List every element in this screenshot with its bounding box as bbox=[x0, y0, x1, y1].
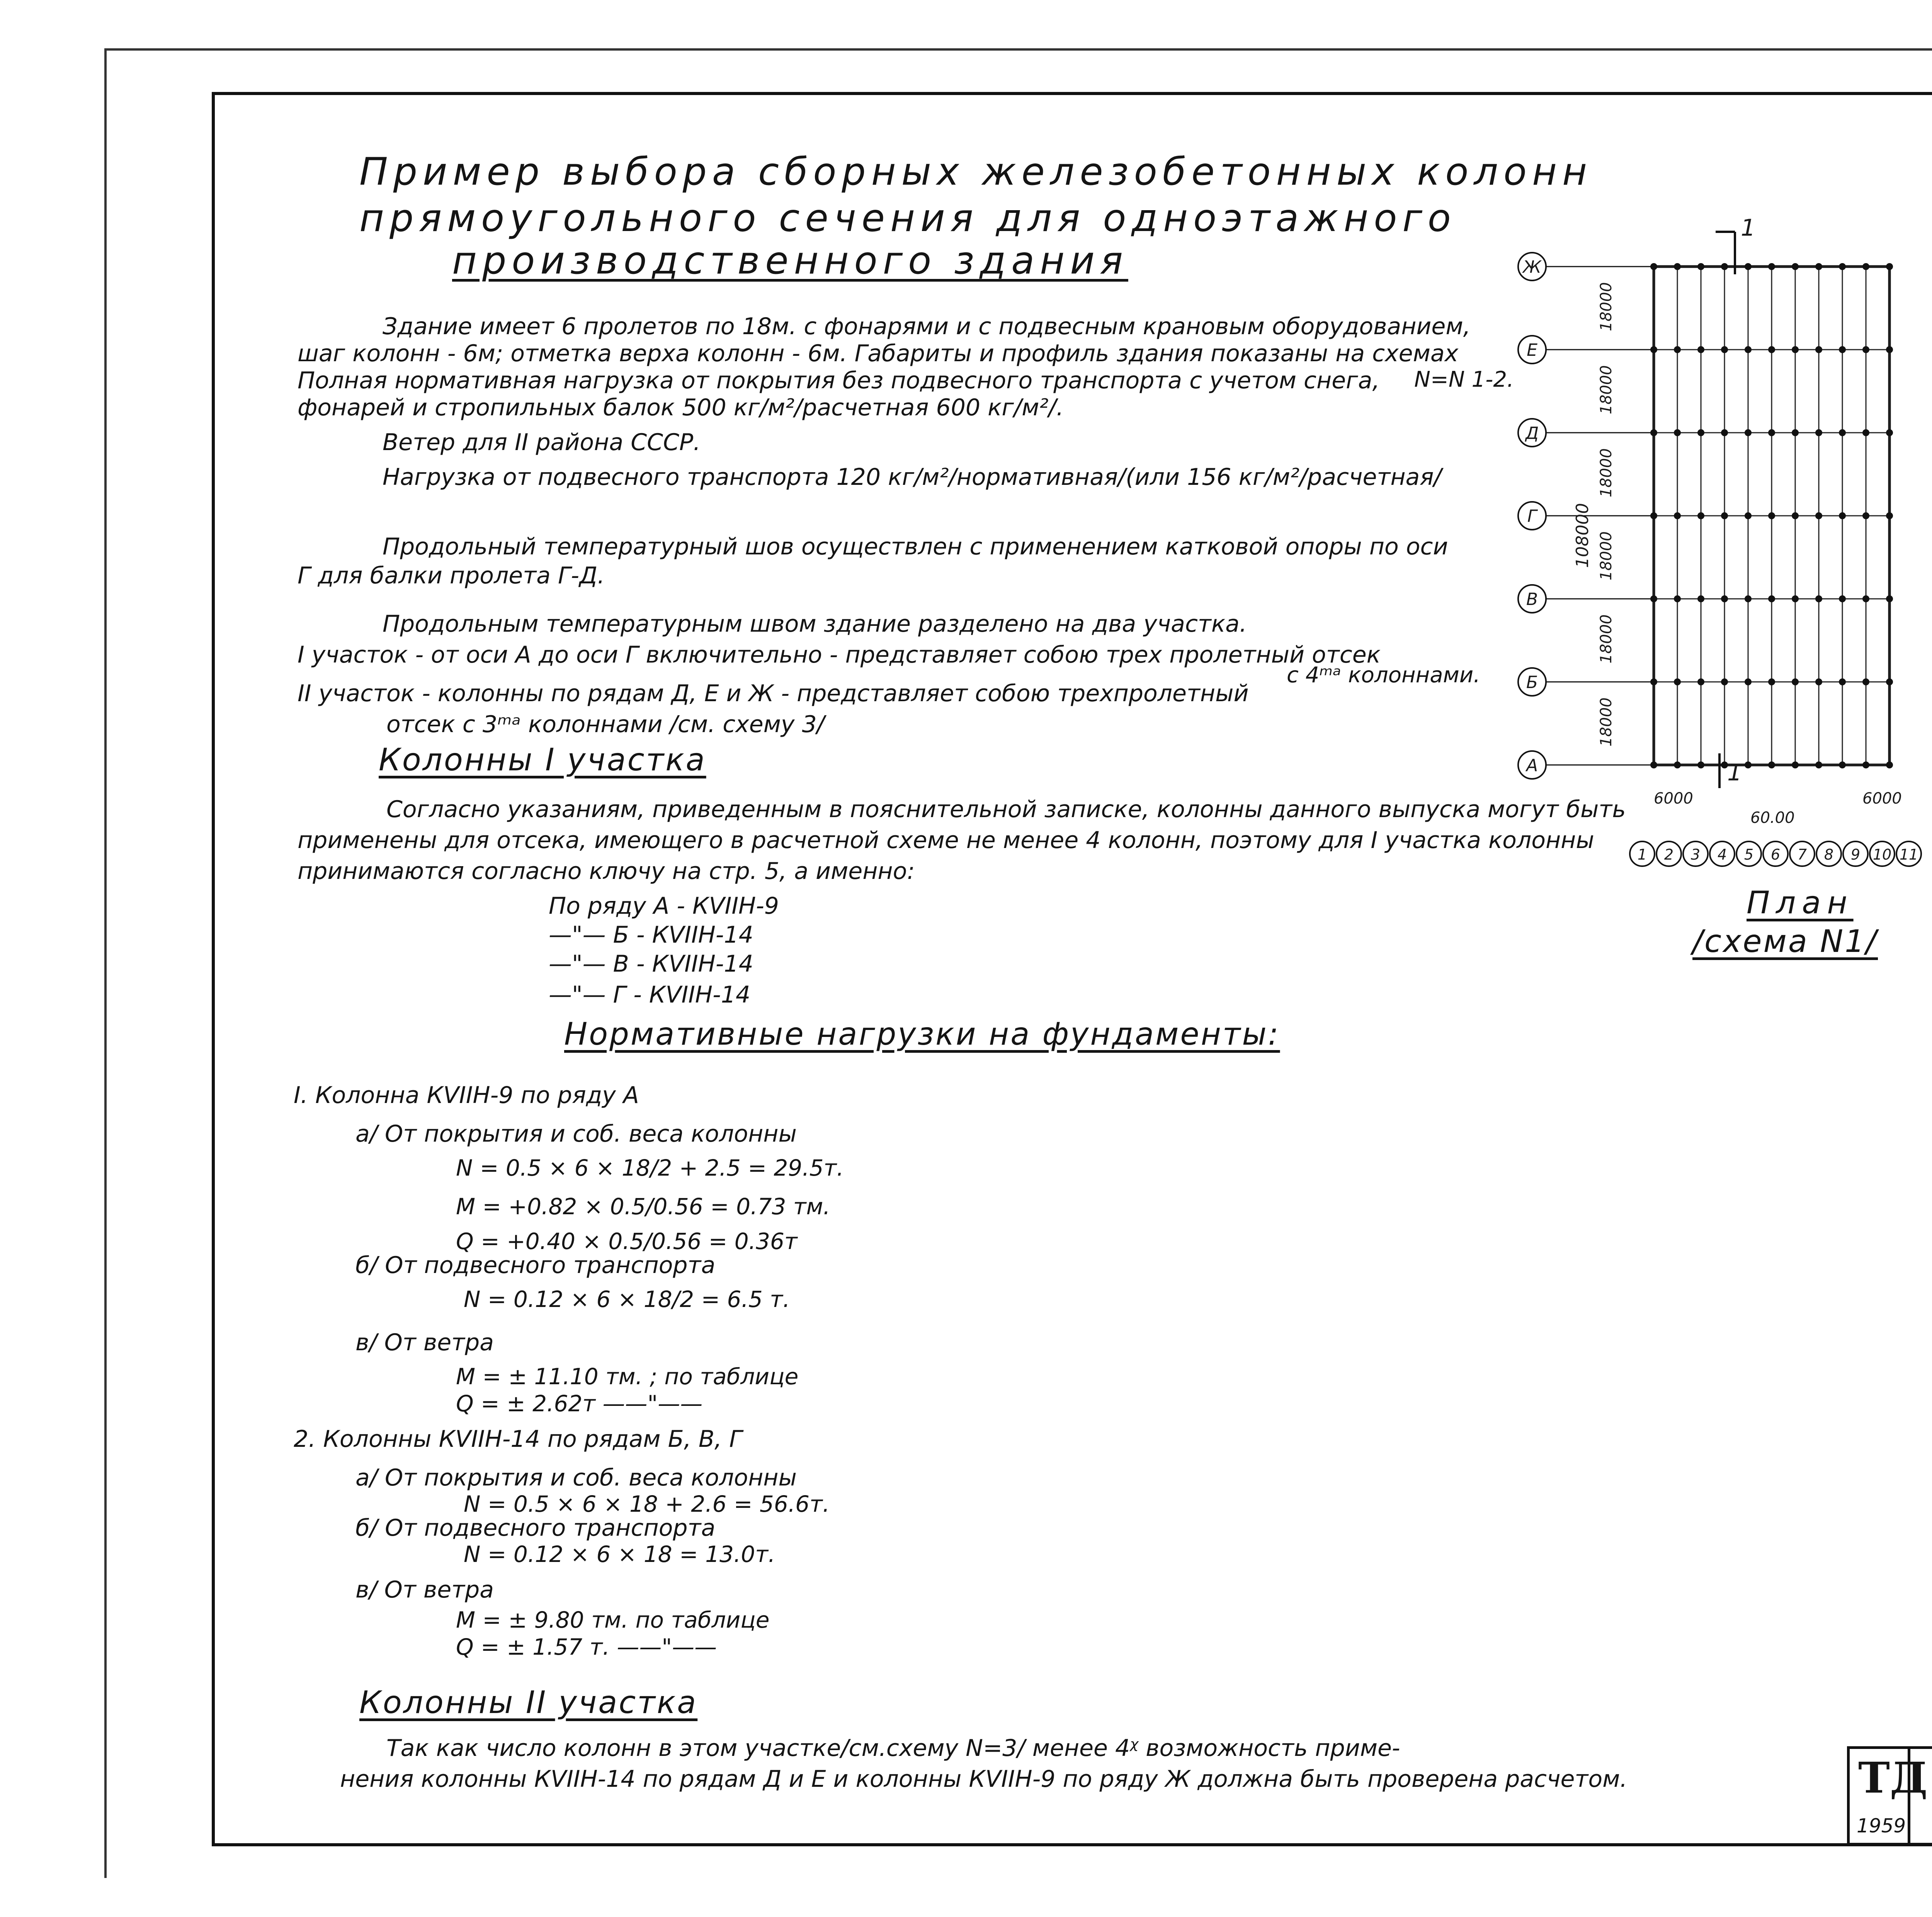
plan-column-dot bbox=[1721, 346, 1728, 353]
plan-row-dim: 18000 bbox=[1597, 614, 1615, 664]
plan-column-dot bbox=[1792, 263, 1799, 270]
plan-dim-right: 6000 bbox=[1862, 790, 1902, 807]
section1-line-2: применены для отсека, имеющего в расчетной схеме не менее 4 колонн, поэтому для I участка колонны bbox=[298, 827, 1594, 854]
plan-column-dot bbox=[1886, 429, 1893, 436]
column1-title: I. Колонна КVIIН-9 по ряду А bbox=[294, 1082, 639, 1109]
section-mark-label: 1 bbox=[1741, 216, 1756, 241]
plan-column-dot bbox=[1839, 263, 1846, 270]
plan-col-axis-label: 3 bbox=[1690, 846, 1701, 863]
plan-column-dot bbox=[1768, 595, 1775, 602]
plan-column-dot bbox=[1674, 761, 1681, 768]
plan-column-dot bbox=[1721, 429, 1728, 436]
plan-column-dot bbox=[1815, 678, 1822, 685]
plan-col-axis-label: 6 bbox=[1770, 846, 1781, 863]
plan-column-dot bbox=[1792, 595, 1799, 602]
plan-column-dot bbox=[1815, 346, 1822, 353]
intro-line-2-ref: N=N 1-2. bbox=[1414, 367, 1514, 392]
plan-column-dot bbox=[1862, 263, 1869, 270]
plan-column-dot bbox=[1792, 346, 1799, 353]
plan-column-dot bbox=[1745, 761, 1752, 768]
plan-column-dot bbox=[1815, 263, 1822, 270]
plan-column-dot bbox=[1862, 429, 1869, 436]
plan-row-dim: 18000 bbox=[1597, 282, 1615, 331]
loads-heading: Нормативные нагрузки на фундаменты: bbox=[564, 1016, 1280, 1052]
key-row-v: —"— В - КVIIН-14 bbox=[549, 950, 753, 977]
key-row-a: По ряду А - КVIIН-9 bbox=[549, 892, 779, 919]
key-row-g: —"— Г - КVIIН-14 bbox=[549, 981, 751, 1008]
plan-column-dot bbox=[1839, 512, 1846, 519]
plan-column-dot bbox=[1886, 678, 1893, 685]
plan-col-axis-label: 10 bbox=[1872, 846, 1892, 863]
plan-column-dot bbox=[1697, 761, 1704, 768]
plan-column-dot bbox=[1674, 512, 1681, 519]
plan-subtitle: /схема N1/ bbox=[1692, 923, 1878, 959]
parts-line-2: I участок - от оси А до оси Г включительно - представляет собою трех пролетный отсек bbox=[298, 641, 1381, 668]
plan-column-dot bbox=[1721, 512, 1728, 519]
intro-line-4: фонарей и стропильных балок 500 кг/м²/расчетная 600 кг/м²/. bbox=[298, 394, 1064, 421]
parts-line-4: отсек с 3ᵐᵃ колоннами /см. схему 3/ bbox=[386, 711, 825, 738]
plan-column-dot bbox=[1674, 678, 1681, 685]
plan-row-axis-label: Г bbox=[1527, 506, 1537, 526]
plan-row-axis-label: Е bbox=[1527, 340, 1537, 360]
plan-column-dot bbox=[1792, 429, 1799, 436]
column1-a-m: M = +0.82 × 0.5/0.56 = 0.73 тм. bbox=[456, 1193, 830, 1220]
plan-total-dim: 108000 bbox=[1573, 503, 1592, 568]
plan-column-dot bbox=[1862, 761, 1869, 768]
parts-line-1: Продольным температурным швом здание разделено на два участка. bbox=[383, 610, 1247, 637]
plan-column-dot bbox=[1862, 595, 1869, 602]
plan-column-dot bbox=[1839, 595, 1846, 602]
section2-line-1: Так как число колонн в этом участке/см.схему N=3/ менее 4ᵡ возможность приме- bbox=[386, 1735, 1400, 1762]
plan-column-dot bbox=[1721, 678, 1728, 685]
plan-col-axis-label: 8 bbox=[1824, 846, 1834, 863]
parts-line-3: II участок - колонны по рядам Д, Е и Ж - представляет собою трехпролетный bbox=[298, 680, 1249, 707]
column2-c: в/ От ветра bbox=[355, 1576, 494, 1603]
plan-column-dot bbox=[1886, 512, 1893, 519]
plan-column-dot bbox=[1674, 346, 1681, 353]
plan-column-dot bbox=[1697, 346, 1704, 353]
intro-line-6: Нагрузка от подвесного транспорта 120 кг/м²/нормативная/(или 156 кг/м²/расчетная/ bbox=[383, 464, 1442, 491]
plan-column-dot bbox=[1839, 678, 1846, 685]
column1-c-q: Q = ± 2.62т ——"—— bbox=[456, 1390, 703, 1417]
section2-heading: Колонны II участка bbox=[359, 1684, 698, 1720]
column2-title: 2. Колонны КVIIН-14 по рядам Б, В, Г bbox=[294, 1426, 742, 1453]
plan-row-dim: 18000 bbox=[1597, 531, 1615, 581]
plan-column-dot bbox=[1697, 595, 1704, 602]
plan-row-dim: 18000 bbox=[1597, 697, 1615, 747]
plan-column-dot bbox=[1745, 346, 1752, 353]
key-row-b: —"— Б - КVIIН-14 bbox=[549, 921, 753, 948]
plan-column-dot bbox=[1745, 429, 1752, 436]
plan-grid bbox=[1650, 263, 1893, 768]
plan-column-dot bbox=[1886, 595, 1893, 602]
column2-a-n: N = 0.5 × 6 × 18 + 2.6 = 56.6т. bbox=[464, 1491, 830, 1517]
plan-column-dot bbox=[1745, 678, 1752, 685]
plan-column-dot bbox=[1768, 761, 1775, 768]
plan-column-dot bbox=[1886, 761, 1893, 768]
plan-column-dot bbox=[1768, 263, 1775, 270]
column1-b: б/ От подвесного транспорта bbox=[355, 1252, 716, 1279]
title-block-year: 1959 bbox=[1857, 1815, 1906, 1837]
plan-column-dot bbox=[1886, 263, 1893, 270]
plan-drawing bbox=[1499, 216, 1932, 950]
plan-column-dot bbox=[1697, 429, 1704, 436]
plan-column-dot bbox=[1792, 761, 1799, 768]
plan-column-dot bbox=[1721, 595, 1728, 602]
column2-b: б/ От подвесного транспорта bbox=[355, 1514, 716, 1541]
plan-column-dot bbox=[1674, 429, 1681, 436]
plan-row-axis-label: Ж bbox=[1523, 257, 1541, 277]
plan-column-dot bbox=[1792, 512, 1799, 519]
joint-line-1: Продольный температурный шов осуществлен с применением катковой опоры по оси bbox=[383, 533, 1448, 560]
plan-col-axis-label: 9 bbox=[1850, 846, 1861, 863]
plan-column-dot bbox=[1792, 678, 1799, 685]
title-line-3: производственного здания bbox=[452, 239, 1128, 283]
plan-column-dot bbox=[1768, 346, 1775, 353]
plan-col-axis-label: 7 bbox=[1797, 846, 1807, 863]
plan-column-dot bbox=[1886, 346, 1893, 353]
plan-column-dot bbox=[1745, 512, 1752, 519]
plan-title: План bbox=[1747, 885, 1854, 921]
plan-row-axis-label: Д bbox=[1525, 423, 1539, 443]
plan-column-dot bbox=[1674, 595, 1681, 602]
intro-line-3: Полная нормативная нагрузка от покрытия без подвесного транспорта с учетом снега, bbox=[298, 367, 1380, 394]
plan-column-dot bbox=[1768, 429, 1775, 436]
intro-line-2: шаг колонн - 6м; отметка верха колонн - 6м. Габариты и профиль здания показаны на схемах bbox=[298, 340, 1459, 367]
intro-line-1: Здание имеет 6 пролетов по 18м. с фонарями и с подвесным крановым оборудованием, bbox=[383, 313, 1471, 340]
column1-a-n: N = 0.5 × 6 × 18/2 + 2.5 = 29.5т. bbox=[456, 1155, 844, 1181]
plan-column-dot bbox=[1862, 346, 1869, 353]
plan-row-dim: 18000 bbox=[1597, 365, 1615, 415]
plan-column-dot bbox=[1839, 761, 1846, 768]
section2-line-2: нения колонны КVIIН-14 по рядам Д и Е и колонны КVIIН-9 по ряду Ж должна быть проверена расчетом. bbox=[340, 1766, 1628, 1793]
plan-column-dot bbox=[1674, 263, 1681, 270]
plan-column-dot bbox=[1745, 263, 1752, 270]
section1-heading: Колонны I участка bbox=[379, 742, 706, 778]
org-logo: ТД bbox=[1858, 1753, 1928, 1803]
section-mark-label-bottom: 1 bbox=[1727, 759, 1742, 786]
plan-column-dot bbox=[1721, 263, 1728, 270]
joint-line-2: Г для балки пролета Г-Д. bbox=[298, 562, 605, 589]
plan-column-dot bbox=[1768, 678, 1775, 685]
intro-line-5: Ветер для II района СССР. bbox=[383, 429, 701, 456]
plan-column-dot bbox=[1697, 678, 1704, 685]
plan-column-dot bbox=[1815, 761, 1822, 768]
plan-column-dot bbox=[1697, 512, 1704, 519]
plan-col-axis-label: 11 bbox=[1899, 846, 1918, 863]
plan-col-axis-label: 2 bbox=[1664, 846, 1674, 863]
plan-row-dim: 18000 bbox=[1597, 448, 1615, 498]
plan-column-dot bbox=[1745, 595, 1752, 602]
column2-b-n: N = 0.12 × 6 × 18 = 13.0т. bbox=[464, 1541, 776, 1567]
column1-c: в/ От ветра bbox=[355, 1329, 494, 1356]
column2-c-q: Q = ± 1.57 т. ——"—— bbox=[456, 1634, 717, 1660]
column2-c-m: M = ± 9.80 тм. по таблице bbox=[456, 1607, 770, 1633]
title-line-1: Пример выбора сборных железобетонных колонн bbox=[359, 150, 1593, 194]
plan-column-dot bbox=[1697, 263, 1704, 270]
title-line-2: прямоугольного сечения для одноэтажного bbox=[359, 196, 1456, 240]
plan-column-dot bbox=[1839, 346, 1846, 353]
plan-row-axis-label: А bbox=[1526, 756, 1538, 775]
plan-column-dot bbox=[1768, 512, 1775, 519]
plan-column-dot bbox=[1862, 512, 1869, 519]
column1-a-q: Q = +0.40 × 0.5/0.56 = 0.36т bbox=[456, 1228, 798, 1254]
column1-a: а/ От покрытия и соб. веса колонны bbox=[355, 1120, 797, 1147]
plan-col-axis-label: 5 bbox=[1744, 846, 1754, 863]
plan-dim-left: 6000 bbox=[1654, 790, 1693, 807]
plan-col-axis-label: 1 bbox=[1637, 846, 1647, 863]
plan-column-dot bbox=[1839, 429, 1846, 436]
plan-column-dot bbox=[1815, 512, 1822, 519]
plan-dim-mid: 60.00 bbox=[1750, 809, 1795, 827]
plan-column-axes bbox=[1630, 841, 1921, 866]
column1-b-n: N = 0.12 × 6 × 18/2 = 6.5 т. bbox=[464, 1286, 790, 1312]
title-block bbox=[1847, 1746, 1932, 1846]
plan-column-dot bbox=[1815, 595, 1822, 602]
column1-c-m: M = ± 11.10 тм. ; по таблице bbox=[456, 1363, 799, 1390]
section1-line-1: Согласно указаниям, приведенным в пояснительной записке, колонны данного выпуска могут быть bbox=[386, 796, 1626, 823]
parts-line-2b: с 4ᵐᵃ колоннами. bbox=[1287, 663, 1480, 688]
plan-column-dot bbox=[1815, 429, 1822, 436]
plan-row-axis-label: В bbox=[1526, 590, 1538, 609]
section1-line-3: принимаются согласно ключу на стр. 5, а именно: bbox=[298, 858, 915, 885]
plan-row-axis-label: Б bbox=[1526, 673, 1538, 692]
plan-col-axis-label: 4 bbox=[1717, 846, 1727, 863]
column2-a: а/ От покрытия и соб. веса колонны bbox=[355, 1464, 797, 1491]
plan-column-dot bbox=[1862, 678, 1869, 685]
